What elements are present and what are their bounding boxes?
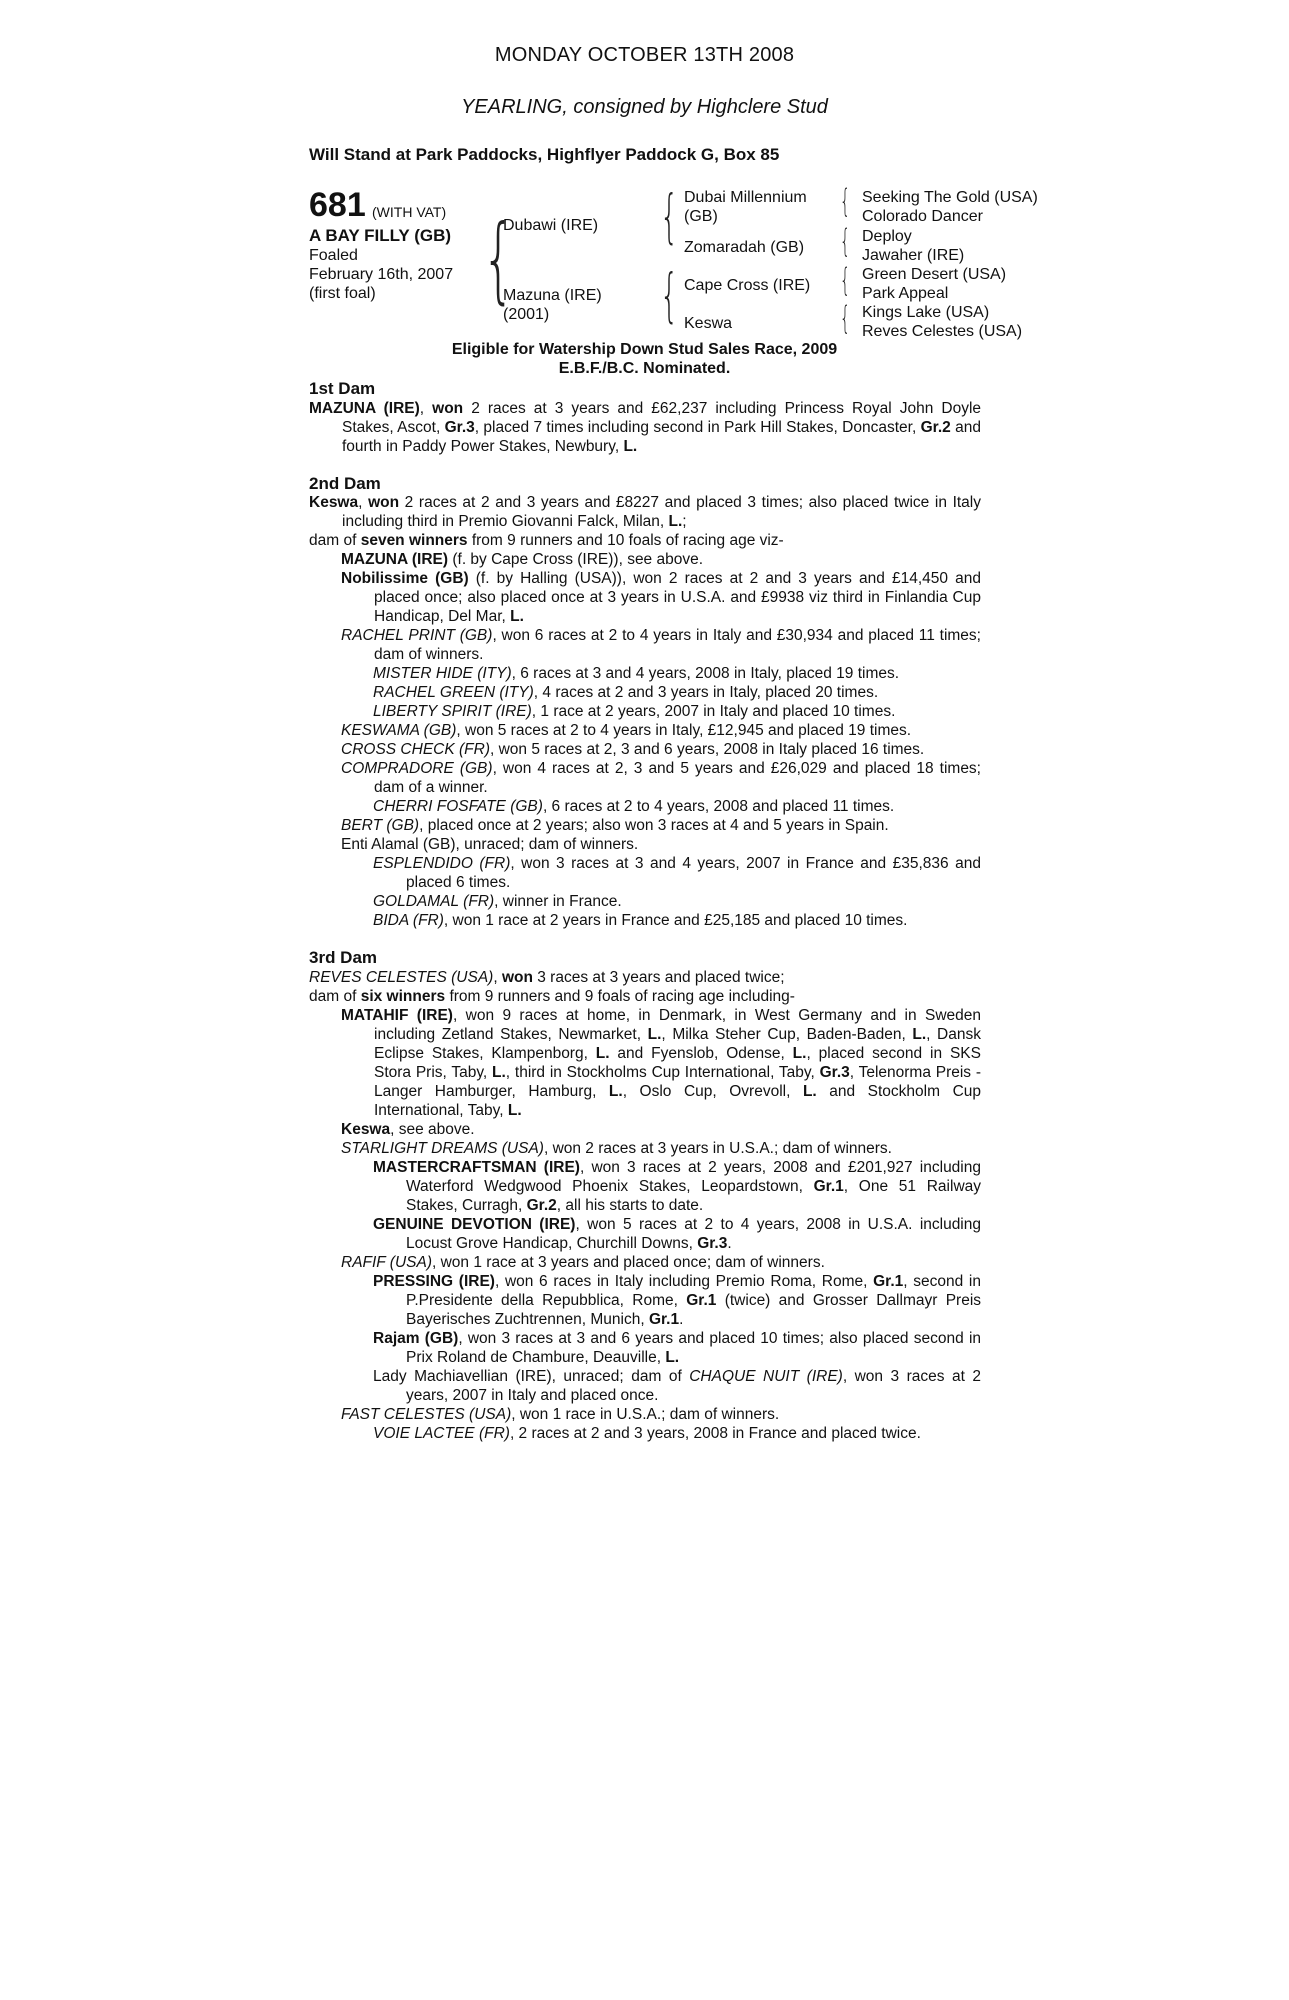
reves-celestes-entry: REVES CELESTES (USA), won 3 races at 3 years and placed twice; — [309, 969, 785, 986]
vat-note: (WITH VAT) — [372, 204, 447, 220]
voie-lactee-entry: VOIE LACTEE (FR), 2 races at 2 and 3 years, 2008 in France and placed twice. — [373, 1425, 921, 1442]
bida-entry: BIDA (FR), won 1 race at 2 years in France and £25,185 and placed 10 times. — [373, 912, 908, 929]
third-dam-section — [309, 968, 981, 1443]
foaled-date: February 16th, 2007 — [309, 266, 454, 283]
pedigree-brace-gen3-1: { — [840, 182, 851, 220]
pedigree-sire-sire: Dubai Millennium — [684, 189, 807, 206]
consignment-line: YEARLING, consigned by Highclere Stud — [461, 96, 828, 118]
pedigree-gen3-3: Deploy — [862, 228, 912, 245]
pedigree-brace-gen3-2: { — [840, 222, 851, 260]
pedigree-gen3-7: Kings Lake (USA) — [862, 304, 990, 321]
keswa-ref-entry: Keswa, see above. — [341, 1121, 475, 1138]
genuine-devotion-entry: GENUINE DEVOTION (IRE), won 5 races at 2 to 4 years, 2008 in U.S.A. including Locust Grove Handicap, Churchill Downs, Gr.3. — [373, 1216, 981, 1252]
rachel-print-entry: RACHEL PRINT (GB), won 6 races at 2 to 4 years in Italy and £30,934 and placed 11 times; dam of winners. — [341, 627, 981, 663]
pedigree-dam-year: (2001) — [503, 306, 550, 323]
first-foal-note: (first foal) — [309, 285, 376, 302]
keswa-entry: Keswa, won 2 races at 2 and 3 years and £8227 and placed 3 times; also placed twice in Italy including third in Premio Giovanni Falck, Milan, L.; — [309, 494, 981, 530]
mister-hide-entry: MISTER HIDE (ITY), 6 races at 3 and 4 years, 2008 in Italy, placed 19 times. — [373, 665, 900, 682]
cross-check-entry: CROSS CHECK (FR), won 5 races at 2, 3 and 6 years, 2008 in Italy placed 16 times. — [341, 741, 925, 758]
mastercraftsman-entry: MASTERCRAFTSMAN (IRE), won 3 races at 2 years, 2008 and £201,927 including Waterford Wedgwood Phoenix Stakes, Leopardstown, Gr.1, One 51 Railway Stakes, Curragh, Gr.2, all his starts to date. — [373, 1159, 982, 1214]
mazuna-entry: MAZUNA (IRE) (f. by Cape Cross (IRE)), see above. — [341, 551, 704, 568]
first-dam-entry: MAZUNA (IRE), won 2 races at 3 years and £62,237 including Princess Royal John Doyle Stakes, Ascot, Gr.3, placed 7 times including second in Park Hill Stakes, Doncaster, Gr.2 and fourth in Paddy Power Stakes, Newbury, L. — [309, 400, 982, 455]
pedigree-brace-sire: { — [660, 182, 679, 250]
first-dam-heading: 1st Dam — [309, 379, 376, 398]
pedigree-sire-sire-country: (GB) — [684, 208, 718, 225]
rafif-entry: RAFIF (USA), won 1 race at 3 years and placed once; dam of winners. — [341, 1254, 825, 1271]
sale-date: MONDAY OCTOBER 13TH 2008 — [494, 44, 795, 66]
lady-machiavellian-entry: Lady Machiavellian (IRE), unraced; dam of CHAQUE NUIT (IRE), won 3 races at 2 years, 2007 in Italy and placed once. — [373, 1368, 982, 1404]
liberty-spirit-entry: LIBERTY SPIRIT (IRE), 1 race at 2 years, 2007 in Italy and placed 10 times. — [373, 703, 896, 720]
pedigree-dam-dam: Keswa — [684, 315, 733, 332]
pedigree-brace-gen1: { — [482, 205, 515, 314]
pedigree-gen3-2: Colorado Dancer — [862, 208, 983, 225]
pedigree-gen3-6: Park Appeal — [862, 285, 949, 302]
pedigree-brace-gen3-3: { — [840, 261, 851, 299]
compradore-entry: COMPRADORE (GB), won 4 races at 2, 3 and 5 years and £26,029 and placed 18 times; dam of a winner. — [341, 760, 981, 796]
lot-number: 681 — [309, 186, 366, 224]
pedigree-brace-dam: { — [660, 261, 679, 329]
goldamal-entry: GOLDAMAL (FR), winner in France. — [373, 893, 622, 910]
pedigree-gen3-4: Jawaher (IRE) — [862, 247, 965, 264]
eligibility-race: Eligible for Watership Down Stud Sales Race, 2009 — [451, 341, 838, 358]
cherri-fosfate-entry: CHERRI FOSFATE (GB), 6 races at 2 to 4 years, 2008 and placed 11 times. — [373, 798, 895, 815]
eligibility-nomination: E.B.F./B.C. Nominated. — [558, 360, 731, 377]
horse-description: A BAY FILLY (GB) — [309, 226, 452, 245]
pedigree-dam-sire: Cape Cross (IRE) — [684, 277, 811, 294]
esplendido-entry: ESPLENDIDO (FR), won 3 races at 3 and 4 years, 2007 in France and £35,836 and placed 6 times. — [373, 855, 981, 891]
third-dam-produce-summary: dam of six winners from 9 runners and 9 foals of racing age including- — [309, 988, 795, 1005]
pedigree-gen3-8: Reves Celestes (USA) — [862, 323, 1023, 340]
pedigree-brace-gen3-4: { — [840, 299, 851, 337]
pedigree-dam: Mazuna (IRE) — [503, 287, 602, 304]
pedigree-gen3-1: Seeking The Gold (USA) — [862, 189, 1038, 206]
pressing-entry: PRESSING (IRE), won 6 races in Italy including Premio Roma, Rome, Gr.1, second in P.Presidente della Repubblica, Rome, Gr.1 (twice) and Grosser Dallmayr Preis Bayerisches Zuchtrennen, Munich, Gr.1. — [373, 1273, 982, 1328]
fast-celestes-entry: FAST CELESTES (USA), won 1 race in U.S.A.; dam of winners. — [341, 1406, 780, 1423]
second-dam-heading: 2nd Dam — [309, 474, 381, 493]
pedigree-gen3-5: Green Desert (USA) — [862, 266, 1007, 283]
stand-location: Will Stand at Park Paddocks, Highflyer Paddock G, Box 85 — [309, 145, 780, 164]
matahif-entry: MATAHIF (IRE), won 9 races at home, in Denmark, in West Germany and in Sweden including Zetland Stakes, Newmarket, L., Milka Steher Cup, Baden-Baden, L., Dansk Eclipse Stakes, Klampenborg, L. and Fyenslob, Odense, L., placed second in SKS Stora Pris, Taby, L., third in Stockholms Cup International, Taby, Gr.3, Telenorma Preis - Langer Hamburger, Hamburg, L., Oslo Cup, Ovrevoll, L. and Stockholm Cup International, Taby, L. — [341, 1007, 981, 1119]
pedigree-sire: Dubawi (IRE) — [503, 217, 599, 234]
nobilissime-entry: Nobilissime (GB) (f. by Halling (USA)), won 2 races at 2 and 3 years and £14,450 and placed once; also placed once at 3 years in U.S.A. and £9938 viz third in Finlandia Cup Handicap, Del Mar, L. — [341, 570, 981, 625]
keswama-entry: KESWAMA (GB), won 5 races at 2 to 4 years in Italy, £12,945 and placed 19 times. — [341, 722, 912, 739]
foaled-label: Foaled — [309, 247, 358, 264]
bert-entry: BERT (GB), placed once at 2 years; also won 3 races at 4 and 5 years in Spain. — [341, 817, 889, 834]
rajam-entry: Rajam (GB), won 3 races at 3 and 6 years and placed 10 times; also placed second in Prix Roland de Chambure, Deauville, L. — [373, 1330, 982, 1366]
rachel-green-entry: RACHEL GREEN (ITY), 4 races at 2 and 3 years in Italy, placed 20 times. — [373, 684, 879, 701]
second-dam-produce-summary: dam of seven winners from 9 runners and 10 foals of racing age viz- — [309, 532, 784, 549]
enti-alamal-entry: Enti Alamal (GB), unraced; dam of winners. — [341, 836, 639, 853]
second-dam-section — [309, 493, 981, 930]
pedigree-sire-dam: Zomaradah (GB) — [684, 239, 805, 256]
third-dam-heading: 3rd Dam — [309, 948, 378, 967]
first-dam-section — [309, 399, 981, 456]
starlight-dreams-entry: STARLIGHT DREAMS (USA), won 2 races at 3 years in U.S.A.; dam of winners. — [341, 1140, 892, 1157]
